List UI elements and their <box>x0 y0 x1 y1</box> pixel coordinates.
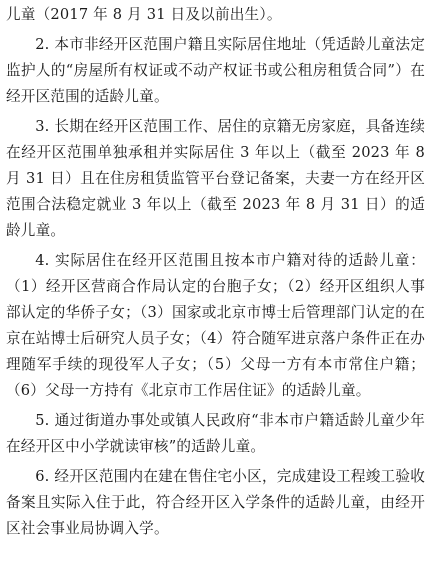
paragraph-item-3: 3. 长期在经开区范围工作、居住的京籍无房家庭，具备连续在经开区范围单独承租并实际居住 3 年以上（截至 2023 年 8 月 31 日）且在住房租赁监管平台登记备案，夫妻一方在经开区范围合法稳定就业 3 年以上（截至 2023 年 8 月 31 日）的适龄儿童。 <box>6 118 425 239</box>
paragraph-item-2: 2. 本市非经开区范围户籍且实际居住地址（凭适龄儿童法定监护人的“房屋所有权证或不动产权证书或公租房租赁合同”）在经开区范围的适龄儿童。 <box>6 36 425 105</box>
paragraph-item-6: 6. 经开区范围内在建在售住宅小区，完成建设工程竣工验收备案且实际入住于此，符合经开区入学条件的适龄儿童，由经开区社会事业局协调入学。 <box>6 468 425 537</box>
paragraph-continuation: 儿童（2017 年 8 月 31 日及以前出生）。 <box>6 6 282 23</box>
paragraph-item-4: 4. 实际居住在经开区范围且按本市户籍对待的适龄儿童：（1）经开区营商合作局认定的台胞子女；（2）经开区组织人事部认定的华侨子女；（3）国家或北京市博士后管理部门认定的在京在站博士后研究人员子女；（4）符合随军进京落户条件正在办理随军手续的现役军人子女；（5）父母一方有本市常住户籍；（6）父母一方持有《北京市工作居住证》的适龄儿童。 <box>6 252 425 399</box>
paragraph-item-5: 5. 通过街道办事处或镇人民政府“非本市户籍适龄儿童少年在经开区中小学就读审核”的适龄儿童。 <box>6 412 425 455</box>
